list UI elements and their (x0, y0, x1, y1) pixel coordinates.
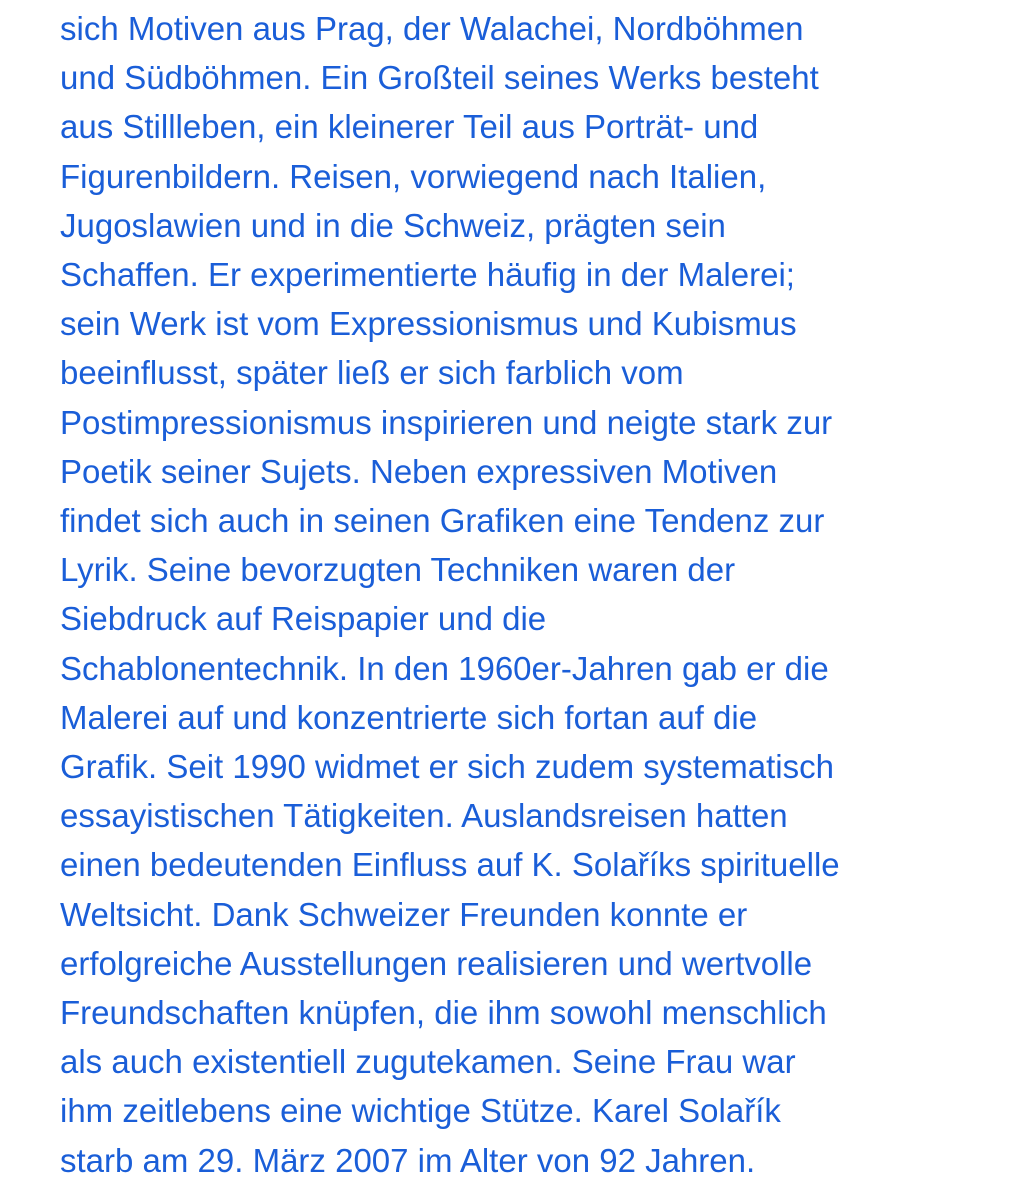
text-line: Jugoslawien und in die Schweiz, prägten sein (60, 206, 726, 244)
text-line: sich Motiven aus Prag, der Walachei, Nordböhmen (60, 10, 804, 47)
text-line: Schaffen. Er experimentierte häufig in der Malerei; (60, 256, 795, 294)
text-line: beeinflusst, später ließ er sich farblich vom (60, 354, 684, 392)
text-line: Malerei auf und konzentrierte sich fortan auf die (60, 698, 758, 736)
text-line: Siebdruck auf Reispapier und die (60, 600, 547, 638)
text-line: Figurenbildern. Reisen, vorwiegend nach Italien, (60, 157, 767, 195)
text-line: Grafik. Seit 1990 widmet er sich zudem systematisch (60, 748, 834, 786)
text-line: Postimpressionismus inspirieren und neigte stark zur (60, 403, 833, 441)
article-text (60, 4, 996, 1185)
text-line: Schablonentechnik. In den 1960er-Jahren gab er die (60, 649, 829, 687)
text-line: aus Stillleben, ein kleinerer Teil aus Porträt- und (60, 108, 759, 146)
text-line: Freundschaften knüpfen, die ihm sowohl menschlich (60, 994, 827, 1032)
text-line: erfolgreiche Ausstellungen realisieren und wertvolle (60, 944, 813, 982)
text-line: als auch existentiell zugutekamen. Seine Frau war (60, 1043, 796, 1081)
text-line: Weltsicht. Dank Schweizer Freunden konnte er (60, 895, 748, 933)
text-line: essayistischen Tätigkeiten. Auslandsreisen hatten (60, 797, 788, 835)
text-line: sein Werk ist vom Expressionismus und Kubismus (60, 305, 797, 343)
text-line: Poetik seiner Sujets. Neben expressiven Motiven (60, 452, 778, 490)
text-line: findet sich auch in seinen Grafiken eine Tendenz zur (60, 502, 825, 540)
text-line: starb am 29. März 2007 im Alter von 92 Jahren. (60, 1141, 756, 1179)
text-line: Lyrik. Seine bevorzugten Techniken waren der (60, 551, 736, 589)
text-line: ihm zeitlebens eine wichtige Stütze. Karel Solařík (60, 1092, 781, 1130)
text-line: und Südböhmen. Ein Großteil seines Werks besteht (60, 59, 819, 97)
text-line: einen bedeutenden Einfluss auf K. Solaříks spirituelle (60, 846, 840, 884)
